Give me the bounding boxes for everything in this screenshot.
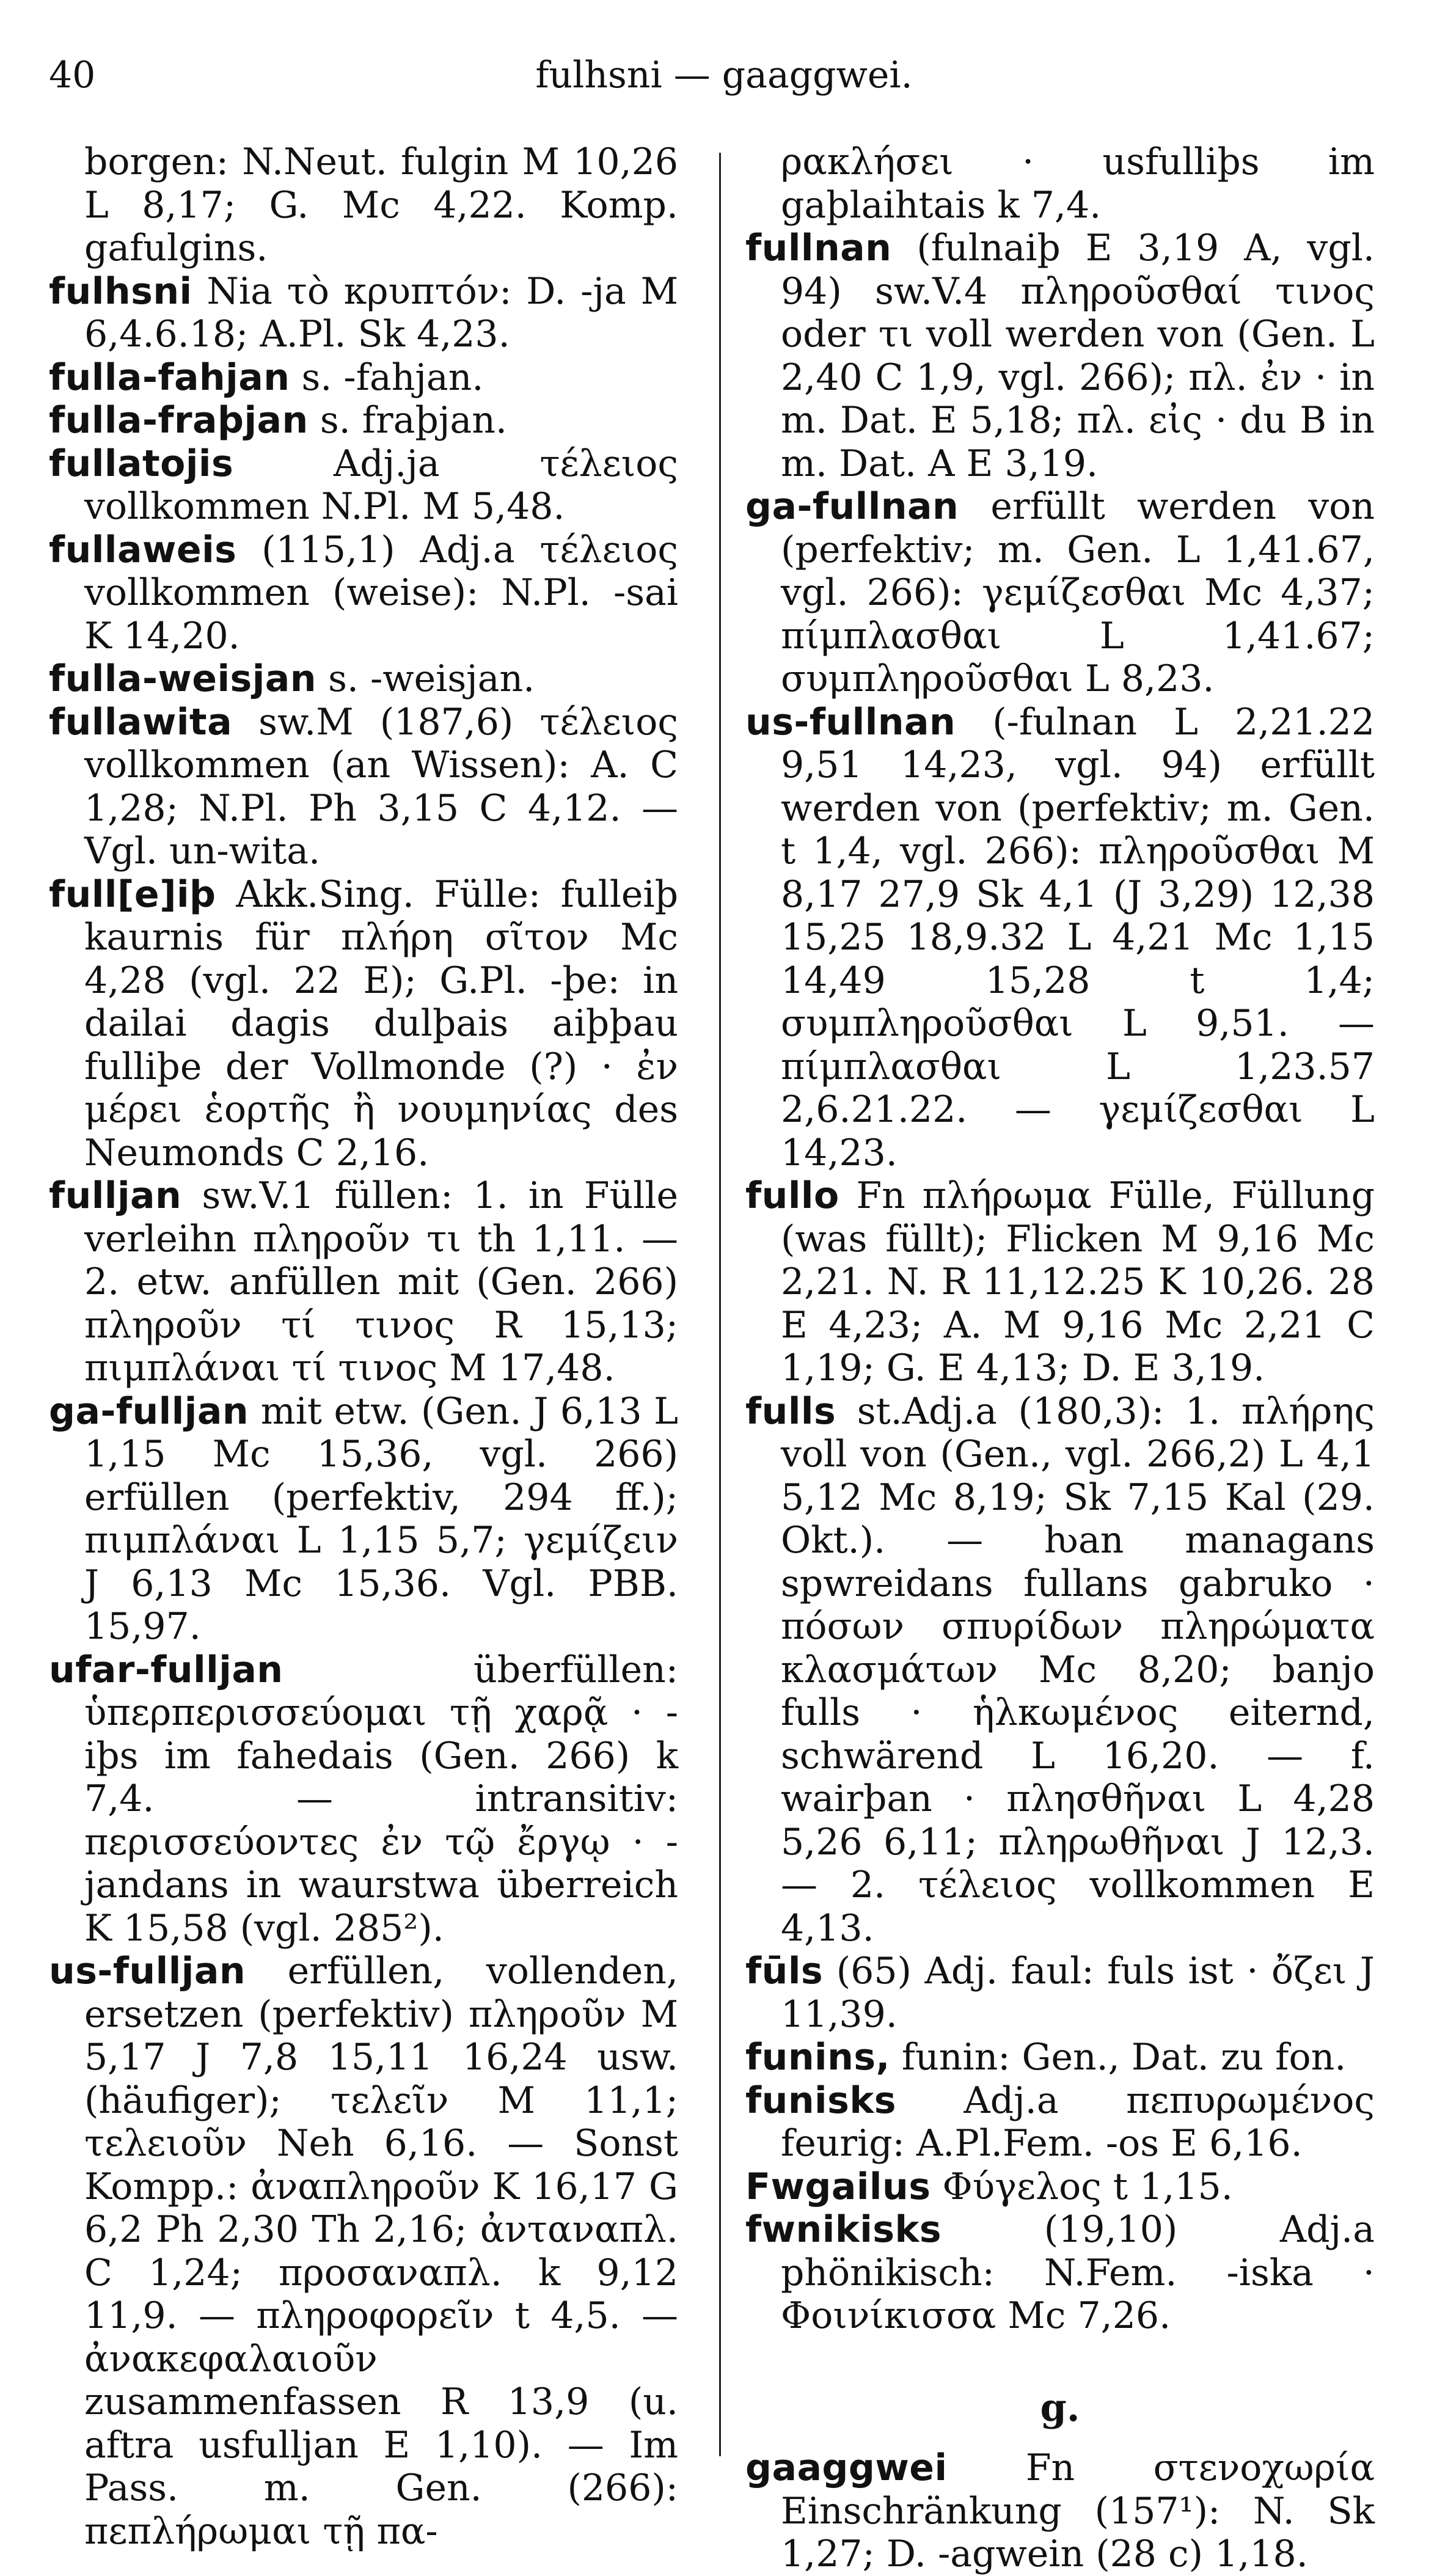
entry-text: (19,10) Adj.a phönikisch: N.Fem. -iska · Φοινίκισσα Mc 7,26. bbox=[781, 2208, 1375, 2337]
page-number: 40 bbox=[49, 54, 96, 97]
entry-text: Akk.Sing. Fülle: fulleiþ kaurnis für πλήρη σῖτον Mc 4,28 (vgl. 22 E); G.Pl. -þe: in dailai dagis dulþais aiþþau fulliþe der Vollmonde (?) · ἐν μέρει ἑορτῆς ἢ νουμηνίας des Neumonds C 2,16. bbox=[84, 873, 678, 1174]
entry-text: ρακλήσει · usfulliþs im gaþlaihtais k 7,4. bbox=[781, 141, 1375, 227]
dictionary-entry bbox=[745, 227, 1375, 485]
headword: funins, bbox=[745, 2036, 890, 2079]
headword: us-fulljan bbox=[49, 1950, 246, 1992]
right-column bbox=[745, 141, 1375, 2575]
entry-text: Nia τὸ κρυπτόν: D. -ja M 6,4.6.18; A.Pl. Sk 4,23. bbox=[84, 269, 679, 356]
section-heading: g. bbox=[1040, 2385, 1080, 2430]
entry-text: Adj.a πεπυρωμένος feurig: A.Pl.Fem. -os E 6,16. bbox=[781, 2079, 1375, 2165]
dictionary-entry bbox=[49, 873, 678, 1175]
headword: fullnan bbox=[745, 227, 892, 269]
headword: fulhsni bbox=[49, 269, 192, 313]
headword: fulljan bbox=[49, 1174, 182, 1217]
dictionary-entry bbox=[49, 1950, 678, 2553]
entry-text: sw.M (187,6) τέλειος vollkommen (an Wissen): A. C 1,28; N.Pl. Ph 3,15 C 4,12. — Vgl. un-wita. bbox=[84, 700, 678, 873]
dictionary-entry bbox=[745, 485, 1375, 701]
entry-text: mit etw. (Gen. J 6,13 L 1,15 Mc 15,36, vgl. 266) erfüllen (perfektiv, 294 ff.); πιμπλάναι L 1,15 5,7; γεμίζειν J 6,13 Mc 15,36. Vgl. PBB. 15,97. bbox=[84, 1389, 678, 1648]
dictionary-entry bbox=[49, 529, 678, 658]
dictionary-entry bbox=[745, 2208, 1375, 2338]
entry-text: Φύγελος t 1,15. bbox=[942, 2165, 1233, 2208]
entry-text: Fn πλήρωμα Fülle, Füllung (was füllt); Flicken M 9,16 Mc 2,21. N. R 11,12.25 K 10,26. 28 E 4,23; A. M 9,16 Mc 2,21 C 1,19; G. E 4,13; D. E 3,19. bbox=[781, 1174, 1375, 1389]
dictionary-entry bbox=[745, 701, 1375, 1175]
dictionary-entry bbox=[745, 2165, 1375, 2209]
headword: fulla-weisjan bbox=[49, 657, 317, 700]
dictionary-entry bbox=[745, 2079, 1375, 2165]
entry-text: erfüllt werden von (perfektiv; m. Gen. L 1,41.67, vgl. 266): γεμίζεσθαι Mc 4,37; πίμπλασθαι L 1,41.67; συμπληροῦσθαι L 8,23. bbox=[781, 485, 1375, 700]
entry-text: s. -weisjan. bbox=[328, 657, 535, 700]
headword: fulls bbox=[745, 1389, 836, 1433]
entry-text: (115,1) Adj.a τέλειος vollkommen (weise): N.Pl. -sai K 14,20. bbox=[84, 528, 678, 657]
dictionary-entry bbox=[49, 270, 678, 356]
headword: fwnikisks bbox=[745, 2208, 942, 2251]
dictionary-entry bbox=[745, 2446, 1375, 2576]
entry-text: Fn στενοχωρία Einschränkung (157¹): N. Sk 1,27; D. -agwein (28 c) 1,18. bbox=[781, 2446, 1375, 2575]
entry-text: s. fraþjan. bbox=[320, 399, 507, 442]
headword: ga-fulljan bbox=[49, 1389, 249, 1433]
dictionary-entry bbox=[745, 2036, 1375, 2079]
entry-text: überfüllen: ὑπερπερισσεύομαι τῇ χαρᾷ · -iþs im fahedais (Gen. 266) k 7,4. — intransitiv: περισσεύοντες ἐν τῷ ἔργῳ · -jandans in waurstwa überreich K 15,58 (vgl. 285²). bbox=[84, 1648, 678, 1950]
page-header bbox=[49, 54, 1399, 109]
dictionary-entry bbox=[49, 701, 678, 873]
dictionary-entry bbox=[49, 1174, 678, 1390]
left-column bbox=[49, 141, 679, 2553]
entry-text: erfüllen, vollenden, ersetzen (perfektiv) πληροῦν M 5,17 J 7,8 15,11 16,24 usw. (häufiger); τελεῖν M 11,1; τελειοῦν Neh 6,16. — Sonst Kompp.: ἀναπληροῦν K 16,17 G 6,2 Ph 2,30 Th 2,16; ἀνταναπλ. C 1,24; προσαναπλ. k 9,12 11,9. — πληροφορεῖν t 4,5. — ἀνακεφαλαιοῦν zusammenfassen R 13,9 (u. aftra usfulljan E 1,10). — Im Pass. m. Gen. (266): πεπλήρωμαι τῇ πα- bbox=[84, 1950, 678, 2553]
headword: full[e]iþ bbox=[49, 873, 216, 916]
entry-continuation bbox=[49, 141, 678, 270]
dictionary-entry bbox=[49, 442, 678, 529]
headword: funisks bbox=[745, 2079, 896, 2122]
entry-text: sw.V.1 füllen: 1. in Fülle verleihn πληροῦν τι th 1,11. — 2. etw. anfüllen mit (Gen. 266) πληροῦν τί τινος R 15,13; πιμπλάναι τί τινος M 17,48. bbox=[84, 1174, 679, 1389]
entry-text: s. -fahjan. bbox=[301, 356, 484, 399]
entry-text: (fulnaiþ E 3,19 A, vgl. 94) sw.V.4 πληροῦσθαί τινος oder τι voll werden von (Gen. L 2,40 C 1,9, vgl. 266); πλ. ἐν · in m. Dat. E 5,18; πλ. εἰς · du B in m. Dat. A E 3,19. bbox=[781, 227, 1375, 485]
entry-text: (-fulnan L 2,21.22 9,51 14,23, vgl. 94) erfüllt werden von (perfektiv; m. Gen. t 1,4, vgl. 266): πληροῦσθαι M 8,17 27,9 Sk 4,1 (J 3,29) 12,38 15,25 18,9.32 L 4,21 Mc 1,15 14,49 15,28 t 1,4; συμπληροῦσθαι L 9,51. — πίμπλασθαι L 1,23.57 2,6.21.22. — γεμίζεσθαι L 14,23. bbox=[781, 700, 1375, 1174]
dictionary-entry bbox=[49, 356, 678, 400]
headword: fullo bbox=[745, 1174, 839, 1217]
headword: ga-fullnan bbox=[745, 485, 959, 528]
headword: fullaweis bbox=[49, 528, 237, 571]
dictionary-entry bbox=[745, 1950, 1375, 2036]
headword: fulla-fahjan bbox=[49, 356, 290, 399]
headword: us-fullnan bbox=[745, 700, 956, 744]
dictionary-entry bbox=[49, 657, 678, 701]
running-title: fulhsni — gaaggwei. bbox=[535, 54, 913, 97]
dictionary-entry bbox=[745, 1390, 1375, 1950]
entry-text: st.Adj.a (180,3): 1. πλήρης voll von (Gen., vgl. 266,2) L 4,1 5,12 Mc 8,19; Sk 7,15 Kal (29. Okt.). — ƕan managans spwreidans fullans gabruko · πόσων σπυρίδων πληρώματα κλασμάτων Mc 8,20; banjo fulls · ἡλκωμένος eiternd, schwärend L 16,20. — f. wairþan · πλησθῆναι L 4,28 5,26 6,11; πληρωθῆναι J 12,3. — 2. τέλειος vollkommen E 4,13. bbox=[781, 1389, 1375, 1950]
headword: gaaggwei bbox=[745, 2446, 948, 2489]
headword: fullatojis bbox=[49, 442, 234, 485]
column-divider bbox=[719, 153, 721, 2456]
headword: fullawita bbox=[49, 700, 233, 744]
dictionary-entry bbox=[49, 1648, 678, 1950]
entry-text: borgen: N.Neut. fulgin M 10,26 L 8,17; G. Mc 4,22. Komp. gafulgins. bbox=[84, 141, 678, 269]
headword: ufar-fulljan bbox=[49, 1648, 283, 1691]
dictionary-entry bbox=[49, 1390, 678, 1648]
entry-text: Adj.ja τέλειος vollkommen N.Pl. M 5,48. bbox=[84, 442, 678, 528]
entry-text: funin: Gen., Dat. zu fon. bbox=[901, 2036, 1347, 2079]
headword: Fwgailus bbox=[745, 2165, 931, 2208]
headword: fulla-fraþjan bbox=[49, 399, 309, 442]
headword: fūls bbox=[745, 1950, 824, 1992]
entry-text: (65) Adj. faul: fuls ist · ὄζει J 11,39. bbox=[781, 1950, 1375, 2036]
dictionary-entry bbox=[745, 1174, 1375, 1390]
dictionary-entry bbox=[49, 399, 678, 442]
entry-continuation bbox=[745, 141, 1375, 227]
